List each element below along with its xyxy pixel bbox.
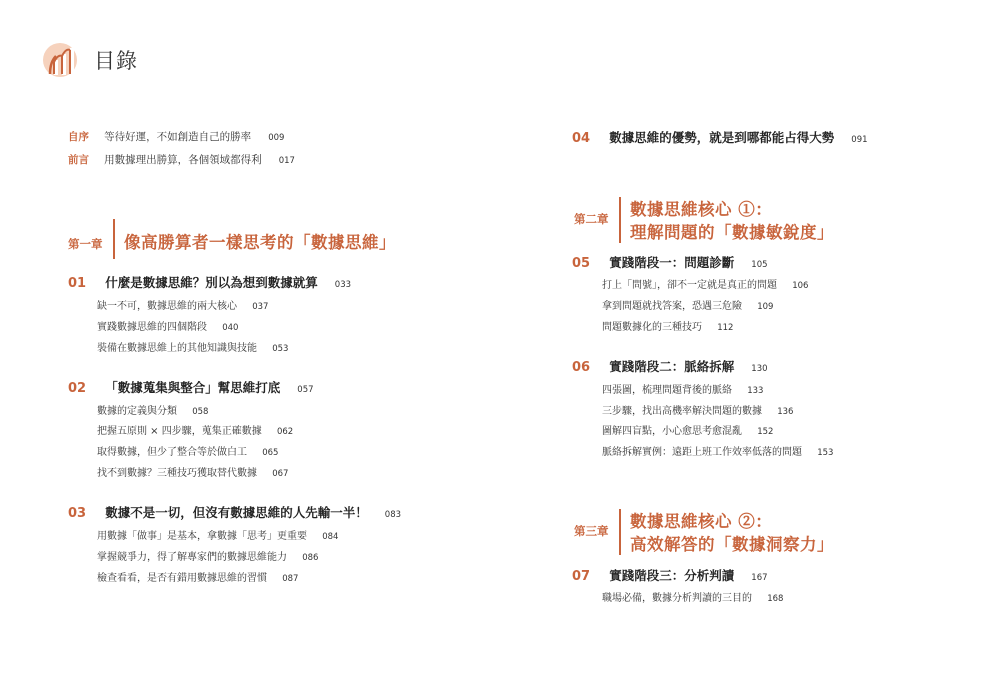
page-number: 062 (276, 427, 294, 437)
section-05[interactable] (572, 252, 768, 271)
chapter1-label: 第一章 (68, 237, 103, 251)
intro-title: 用數據理出勝算，各個領域都得利 (104, 154, 262, 166)
page-number: 009 (268, 133, 285, 143)
section-title: 數據不是一切，但沒有數據思維的人先輸一半！ (105, 505, 368, 520)
page-number: 033 (334, 280, 352, 290)
subsection-item[interactable] (602, 381, 763, 396)
preface-row[interactable] (68, 125, 284, 144)
subsection-title: 四張圖，梳理問題背後的脈絡 (602, 385, 732, 396)
subsection-item[interactable] (97, 297, 268, 312)
chapter2-label: 第二章 (574, 212, 609, 226)
subsection-item[interactable] (97, 443, 278, 458)
page-number: 067 (272, 469, 289, 479)
page-number: 058 (192, 407, 209, 417)
subsection-title: 裝備在數據思維上的其他知識與技能 (97, 343, 257, 354)
page-number: 167 (751, 573, 768, 583)
subsection-item[interactable] (97, 464, 288, 479)
chapter1-title[interactable]: 像高勝算者一樣思考的「數據思維」 (124, 233, 396, 252)
page-number: 130 (751, 364, 768, 374)
subsection-item[interactable] (97, 339, 288, 354)
subsection-item[interactable] (602, 276, 808, 291)
preface-label: 自序 (68, 131, 89, 143)
page-number: 153 (817, 448, 834, 458)
toc-header (40, 38, 138, 82)
subsection-title: 數據的定義與分類 (97, 406, 177, 417)
intro-row[interactable] (68, 148, 295, 167)
page-number: 037 (252, 302, 269, 312)
subsection-item[interactable] (97, 527, 338, 542)
page-number: 136 (777, 407, 794, 417)
subsection-item[interactable] (97, 548, 318, 563)
page-number: 065 (262, 448, 279, 458)
page-number: 112 (717, 323, 734, 333)
subsection-item[interactable] (97, 318, 238, 333)
section-06[interactable] (572, 356, 768, 375)
section-02[interactable] (68, 377, 314, 396)
subsection-title: 三步驟，找出高機率解決問題的數據 (602, 406, 762, 417)
chapter3-title-line2[interactable]: 高效解答的「數據洞察力」 (630, 535, 834, 554)
page-number: 106 (792, 281, 809, 291)
section-title: 實踐階段三：分析判讀 (609, 568, 735, 583)
subsection-title: 找不到數據？三種技巧獲取替代數據 (97, 468, 257, 479)
section-number: 05 (572, 256, 591, 271)
section-number: 04 (572, 131, 591, 146)
subsection-title: 打上「問號」，卻不一定就是真正的問題 (602, 280, 777, 291)
subsection-item[interactable] (602, 297, 773, 312)
subsection-item[interactable] (97, 569, 298, 584)
subsection-item[interactable] (602, 589, 783, 604)
section-07[interactable] (572, 565, 768, 584)
subsection-item[interactable] (97, 422, 293, 437)
page-number: 086 (302, 553, 319, 563)
chapter3-divider (619, 509, 621, 555)
chapter3-title-line1[interactable]: 數據思維核心 ②： (630, 512, 773, 531)
subsection-title: 問題數據化的三種技巧 (602, 322, 702, 333)
page-number: 152 (757, 427, 774, 437)
page-number: 057 (297, 385, 314, 395)
page-number: 087 (282, 574, 299, 584)
subsection-item[interactable] (602, 443, 833, 458)
section-number: 06 (572, 360, 591, 375)
page-number: 017 (278, 156, 295, 166)
section-title: 實踐階段二：脈絡拆解 (609, 359, 735, 374)
chapter3-label: 第三章 (574, 524, 609, 538)
subsection-item[interactable] (602, 402, 793, 417)
page-number: 109 (757, 302, 774, 312)
section-title: 什麼是數據思維？別以為想到數據就算 (105, 275, 318, 290)
page-number: 105 (751, 260, 768, 270)
page-number: 083 (384, 510, 402, 520)
section-03[interactable] (68, 502, 401, 521)
subsection-item[interactable] (602, 422, 773, 437)
page-title: 目錄 (94, 49, 138, 73)
chapter2-title-line2[interactable]: 理解問題的「數據敏銳度」 (630, 223, 834, 242)
subsection-title: 圖解四盲點，小心愈思考愈混亂 (602, 426, 742, 437)
section-title: 實踐階段一：問題診斷 (609, 255, 735, 270)
section-title: 數據思維的優勢，就是到哪都能占得大勢 (609, 130, 835, 145)
section-number: 02 (68, 381, 87, 396)
subsection-title: 把握五原則 × 四步驟，蒐集正確數據 (97, 426, 262, 437)
subsection-title: 取得數據，但少了整合等於做白工 (97, 447, 247, 458)
section-number: 03 (68, 506, 87, 521)
subsection-title: 實踐數據思維的四個階段 (97, 322, 207, 333)
page-number: 133 (747, 386, 764, 396)
section-01[interactable] (68, 272, 351, 291)
section-04[interactable] (572, 127, 868, 146)
chapter2-divider (619, 197, 621, 243)
subsection-item[interactable] (97, 402, 208, 417)
section-title: 「數據蒐集與整合」幫思維打底 (105, 380, 281, 395)
subsection-title: 脈絡拆解實例：遠距上班工作效率低落的問題 (602, 447, 802, 458)
chapter2-title-line1[interactable]: 數據思維核心 ①： (630, 200, 773, 219)
page-number: 091 (851, 135, 868, 145)
subsection-title: 職場必備，數據分析判讀的三目的 (602, 593, 752, 604)
page-number: 168 (767, 594, 784, 604)
page-number: 053 (272, 344, 289, 354)
intro-label: 前言 (68, 154, 89, 166)
subsection-title: 掌握競爭力，得了解專家們的數據思維能力 (97, 552, 287, 563)
page-number: 040 (222, 323, 239, 333)
subsection-title: 用數據「做事」是基本，拿數據「思考」更重要 (97, 531, 307, 542)
subsection-title: 缺一不可，數據思維的兩大核心 (97, 301, 237, 312)
subsection-title: 檢查看看，是否有錯用數據思維的習慣 (97, 573, 267, 584)
subsection-item[interactable] (602, 318, 733, 333)
subsection-title: 拿到問題就找答案，恐遇三危險 (602, 301, 742, 312)
section-number: 01 (68, 276, 87, 291)
chapter1-divider (113, 219, 115, 259)
rising-bars-icon (40, 40, 86, 80)
section-number: 07 (572, 569, 591, 584)
preface-title: 等待好運，不如創造自己的勝率 (104, 131, 252, 143)
page-number: 084 (322, 532, 339, 542)
